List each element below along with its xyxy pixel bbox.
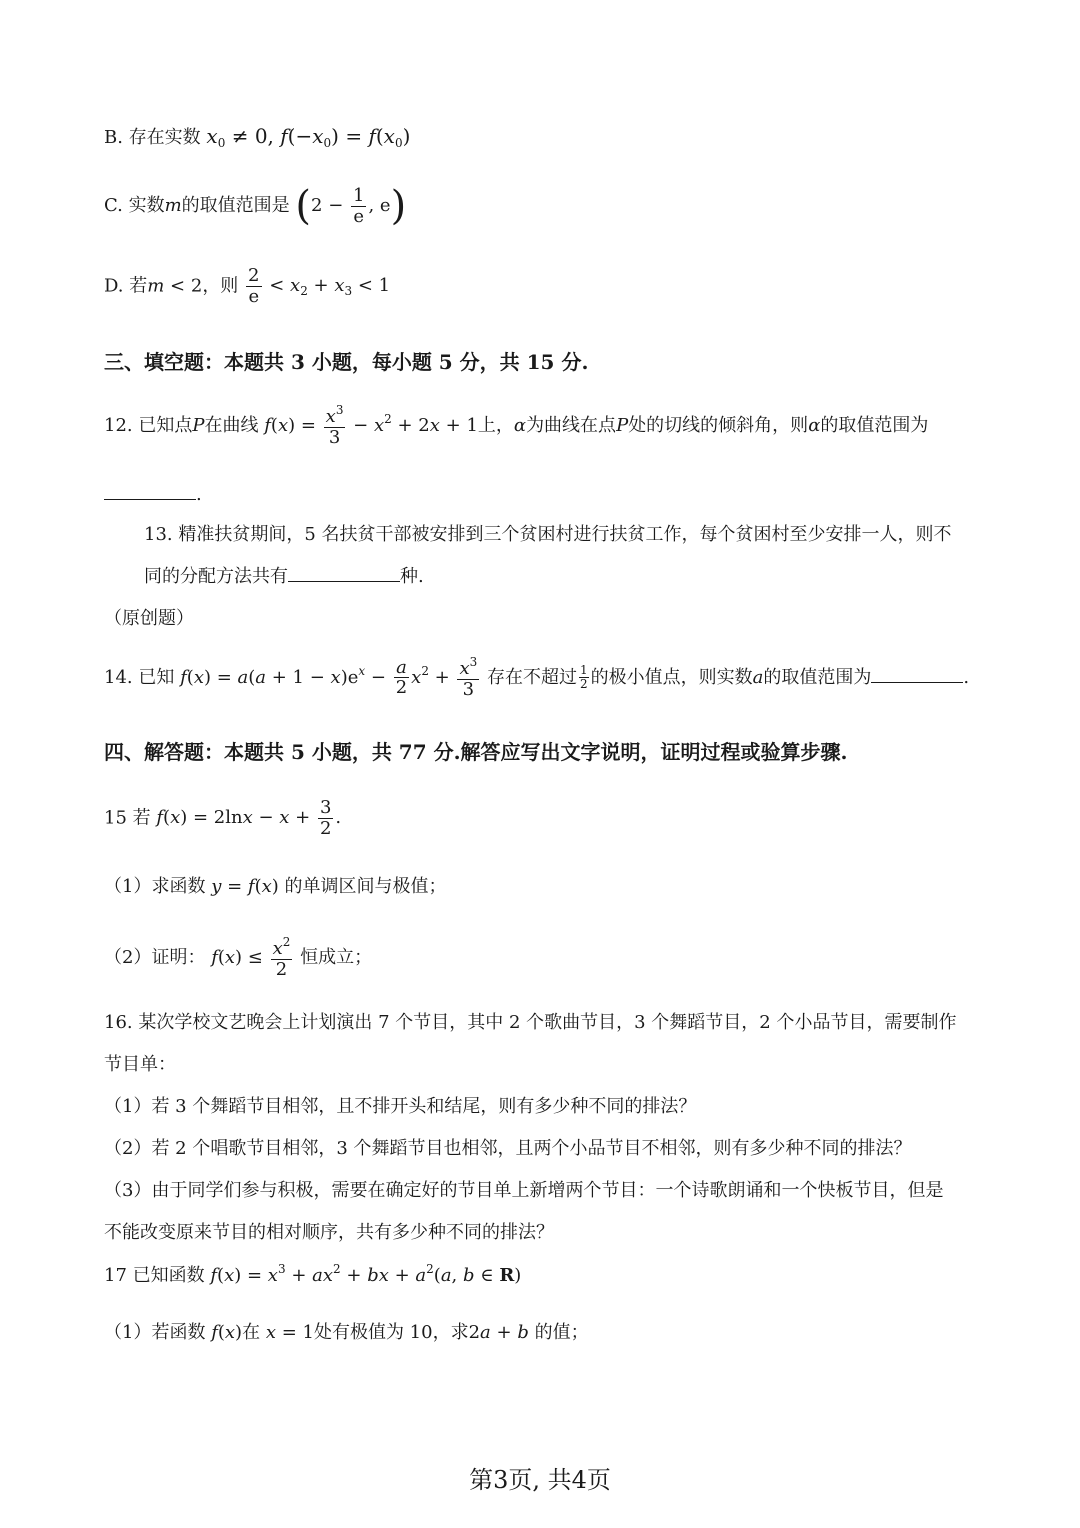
- question-13-line-1: [144, 524, 952, 546]
- option-d-label: D.: [104, 275, 124, 297]
- option-d-formula: $\frac{2}{e}$ < $x_2 + x_3 < 1$: [248, 265, 391, 307]
- q17-formula: $f(x) = x^3 + ax^2$ + bx + $a^2(a$, b ∈ R): [210, 1262, 522, 1286]
- q12-formula: f(x) = $\frac{x^3}{3}$ − $x^2 + 2x + 1$: [264, 403, 478, 448]
- option-b: [104, 124, 410, 150]
- q15-part-1-formula: y = f(x): [211, 876, 279, 897]
- q12-text-3: 上，: [477, 414, 514, 436]
- q17-number: 17: [104, 1265, 127, 1286]
- q15-formula: f(x) = 2lnx − x + $\frac{3}{2}$ .: [156, 797, 342, 839]
- section-3-heading: 三、填空题：本题共 3 小题，每小题 5 分，共 15 分.: [104, 350, 589, 374]
- q17-x-eq-1: x = 1: [265, 1322, 314, 1343]
- section-4-heading: 四、解答题：本题共 5 小题，共 77 分.解答应写出文字说明，证明过程或验算步骤.: [104, 740, 848, 764]
- original-note: （原创题）: [104, 608, 194, 629]
- option-d-text: 若: [129, 275, 148, 297]
- q17-part-1-text: （1）若函数: [104, 1322, 206, 1343]
- q15-part-1-end: 的单调区间与极值；: [284, 876, 447, 897]
- option-c: [104, 182, 406, 230]
- q16-part-3a: （3）由于同学们参与积极，需要在确定好的节目单上新增两个节目：一个诗歌朗诵和一个快板节目，但是: [104, 1180, 944, 1201]
- q15-part-2-formula: f(x) ≤ $\frac{x^2}{2}$: [211, 935, 291, 980]
- q13-number: 13.: [144, 524, 173, 545]
- option-d: [104, 266, 390, 307]
- question-14: 14. 已知 $f(x) = a(a + 1 - x)e^x$ − $\frac{a}{2}$ $x^2$ + $\frac{x^3}{3}$ 存在不超过 $\frac{1}{2}$ 的极小值点，则实数a的取值范围为 .: [104, 655, 970, 700]
- q16-line-2: 节目单：: [104, 1054, 176, 1075]
- q12-text-1: 已知点: [138, 414, 193, 436]
- option-c-formula: (2 − $\frac{1}{e}$ , e): [295, 183, 407, 229]
- q13-text-1: 精准扶贫期间，5 名扶贫干部被安排到三个贫困村进行扶贫工作，每个贫困村至少安排一人，则不: [178, 524, 952, 545]
- option-d-cond: m < 2: [147, 275, 203, 297]
- q17-text-1: 已知函数: [132, 1265, 205, 1286]
- q17-part-1: [104, 1322, 589, 1344]
- q14-text-2: 存在不超过: [487, 666, 578, 688]
- q12-answer-blank: .: [104, 484, 202, 506]
- option-d-text2: ，则: [202, 275, 239, 297]
- q14-answer-blank: [871, 682, 963, 683]
- option-c-text2: 的取值范围是: [181, 195, 290, 216]
- q17-2a-b: 2a + b: [468, 1322, 529, 1343]
- q15-part-1-text: （1）求函数: [104, 876, 206, 897]
- question-15: [104, 798, 341, 839]
- q16-line-1: 16. 某次学校文艺晚会上计划演出 7 个节目，其中 2 个歌曲节目，3 个舞蹈节目，2 个小品节目，需要制作: [104, 1012, 957, 1033]
- q15-part-2-end: 恒成立；: [300, 946, 373, 968]
- q12-text-2: 在曲线: [204, 414, 259, 436]
- q15-part-2: [104, 936, 372, 980]
- question-12: 12. 已知点P在曲线 f(x) = $\frac{x^3}{3}$ − $x^2 + 2x + 1$上，α为曲线在点P处的切线的倾斜角，则α的取值范围为: [104, 403, 929, 448]
- q14-number: 14.: [104, 666, 133, 688]
- option-c-label: C.: [104, 195, 123, 216]
- page-footer: 第3页, 共4页: [469, 1466, 611, 1494]
- q12-text-4: 为曲线在点: [526, 414, 617, 436]
- q17-part-1-mid: 在: [242, 1322, 261, 1343]
- q14-half: $\frac{1}{2}$: [580, 663, 588, 692]
- q13-text-2: 同的分配方法共有: [144, 566, 288, 587]
- question-17: [104, 1262, 521, 1287]
- q17-part-1-end: 的值；: [534, 1322, 589, 1343]
- q14-formula: $f(x) = a(a + 1 - x)e^x$ − $\frac{a}{2}$ $x^2$ + $\frac{x^3}{3}$: [180, 655, 478, 700]
- q12-text-6: 的取值范围为: [820, 414, 929, 436]
- q16-part-3b: 不能改变原来节目的相对顺序，共有多少种不同的排法？: [104, 1222, 554, 1243]
- var-m: m: [164, 195, 182, 216]
- q14-text-3: 的极小值点，则实数: [590, 666, 753, 688]
- q15-part-1: [104, 876, 447, 898]
- option-b-formula: $x_0 \ne 0$, $f(-x_0) = f(x_0)$: [206, 124, 411, 150]
- q16-part-2: （2）若 2 个唱歌节目相邻，3 个舞蹈节目也相邻，且两个小品节目不相邻，则有多少种不同的排法？: [104, 1138, 912, 1159]
- q17-part-1-mid2: 处有极值为 10，求: [313, 1322, 469, 1343]
- option-b-text: 存在实数: [128, 127, 201, 148]
- q13-answer-blank: [288, 581, 400, 582]
- q12-number: 12.: [104, 414, 133, 436]
- q12-text-5: 处的切线的倾斜角，则: [628, 414, 809, 436]
- option-c-text: 实数: [128, 195, 165, 216]
- q14-text-1: 已知: [138, 666, 175, 688]
- q15-number: 15: [104, 807, 127, 829]
- q16-part-1: （1）若 3 个舞蹈节目相邻，且不排开头和结尾，则有多少种不同的排法？: [104, 1096, 697, 1117]
- option-b-label: B.: [104, 127, 123, 148]
- q13-text-end: 种.: [400, 566, 424, 587]
- q14-text-4: 的取值范围为: [763, 666, 872, 688]
- q15-text-1: 若: [132, 807, 151, 829]
- q17-f: f(x): [211, 1322, 243, 1343]
- question-13-line-2: [144, 566, 424, 588]
- q15-part-2-text: （2）证明：: [104, 946, 206, 968]
